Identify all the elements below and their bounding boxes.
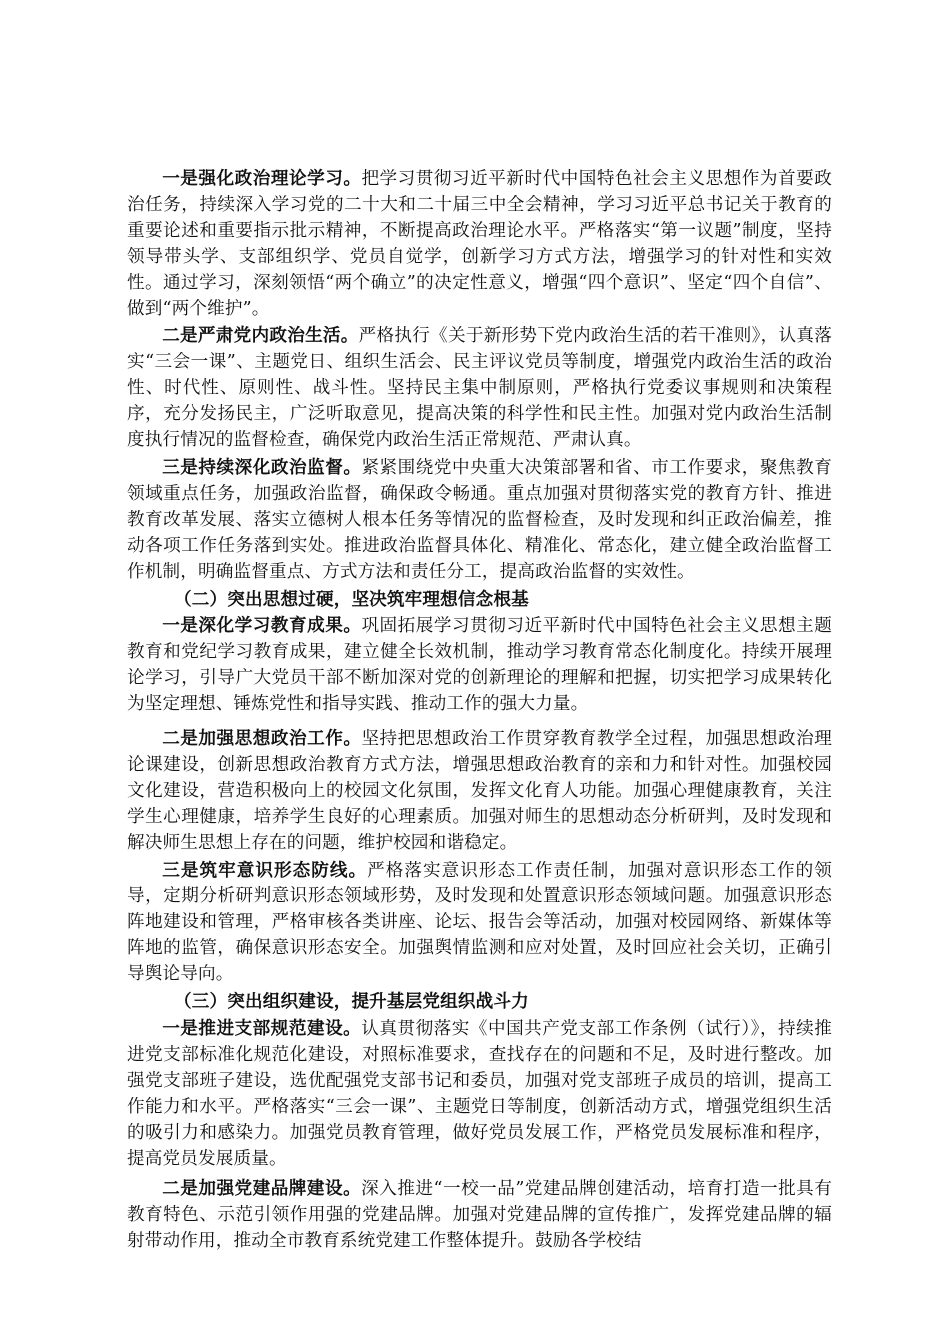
paragraph-body: 巩固拓展学习贯彻习近平新时代中国特色社会主义思想主题教育和党纪学习教育成果，建立健全长效机制，推动学习教育常态化制度化。持续开展理论学习，引导广大党员干部不断加深对党的创新理论的理解和把握，切实把学习成果转化为坚定理想、锤炼党性和指导实践、推动工作的强大力量。 — [127, 616, 833, 715]
paragraph-body: 坚持把思想政治工作贯穿教育教学全过程，加强思想政治理论课建设，创新思想政治教育方式方法，增强思想政治教育的亲和力和针对性。加强校园文化建设，营造积极向上的校园文化氛围，发挥文化育人功能。加强心理健康教育，关注学生心理健康，培养学生良好的心理素质。加强对师生的思想动态分析研判，及时发现和解决师生思想上存在的问题，维护校园和谐稳定。 — [127, 729, 833, 853]
paragraph-body: 紧紧围绕党中央重大决策部署和省、市工作要求，聚焦教育领域重点任务，加强政治监督，确保政令畅通。重点加强对贯彻落实党的教育方针、推进教育改革发展、落实立德树人根本任务等情况的监督检查，及时发现和纠正政治偏差，推动各项工作任务落到实处。推进政治监督具体化、精准化、常态化，建立健全政治监督工作机制，明确监督重点、方式方法和责任分工，提高政治监督的实效性。 — [127, 457, 833, 582]
paragraph-strengthen-political-theory-study — [127, 166, 832, 322]
paragraph-lead: 一是推进支部规范建设。 — [162, 1018, 362, 1039]
paragraph-body: 把学习贯彻习近平新时代中国特色社会主义思想作为首要政治任务，持续深入学习党的二十大和二十届三中全会精神，学习习近平总书记关于教育的重要论述和重要指示批示精神，不断提高政治理论水平。严格落实“第一议题”制度，坚持领导带头学、支部组织学、党员自觉学，创新学习方式方法，增强学习的针对性和实效性。通过学习，深刻领悟“两个确立”的决定性意义，增强“四个意识”、坚定“四个自信”、做到“两个维护”。 — [127, 169, 833, 319]
paragraph-ideological-political-work — [127, 726, 832, 857]
paragraph-body: 深入推进“一校一品”党建品牌创建活动，培育打造一批具有教育特色、示范引领作用强的党建品牌。加强对党建品牌的宣传推广，发挥党建品牌的辐射带动作用，推动全市教育系统党建工作整体提升。鼓励各学校结 — [127, 1179, 832, 1252]
paragraph-lead: 一是强化政治理论学习。 — [162, 168, 362, 189]
paragraph-body: 严格执行《关于新形势下党内政治生活的若干准则》，认真落实“三会一课”、主题党日、组织生活会、民主评议党员等制度，增强党内政治生活的政治性、时代性、原则性、战斗性。坚持民主集中制原则，严格执行党委议事规则和决策程序，充分发扬民主，广泛听取意见，提高决策的科学性和民主性。加强对党内政治生活制度执行情况的监督检查，确保党内政治生活正常规范、严肃认真。 — [127, 326, 832, 451]
document-page — [127, 166, 832, 1255]
paragraph-body: 认真贯彻落实《中国共产党支部工作条例（试行）》，持续推进党支部标准化规范化建设，对照标准要求，查找存在的问题和不足，及时进行整改。加强党支部班子建设，选优配强党支部书记和委员，加强对党支部班子成员的培训，提高工作能力和水平。严格落实“三会一课”、主题党日等制度，创新活动方式，增强党组织生活的吸引力和感染力。加强党员教育管理，做好党员发展工作，严格党员发展标准和程序，提高党员发展质量。 — [127, 1019, 832, 1169]
paragraph-lead: 三是持续深化政治监督。 — [162, 456, 362, 478]
paragraph-lead: 二是加强思想政治工作。 — [162, 728, 362, 750]
paragraph-lead: 一是深化学习教育成果。 — [162, 615, 362, 637]
paragraph-lead: 二是严肃党内政治生活。 — [162, 325, 359, 347]
paragraph-branch-standardization — [127, 1016, 832, 1172]
section-heading-organization: （三）突出组织建设，提升基层党组织战斗力 — [174, 991, 529, 1013]
paragraph-strict-party-political-life — [127, 323, 832, 454]
section-heading-ideology: （二）突出思想过硬，坚决筑牢理想信念根基 — [174, 588, 529, 610]
paragraph-lead: 二是加强党建品牌建设。 — [162, 1178, 362, 1200]
paragraph-study-education-results — [127, 613, 832, 718]
paragraph-political-supervision — [127, 455, 832, 586]
paragraph-body: 严格落实意识形态工作责任制，加强对意识形态工作的领导，定期分析研判意识形态领域形势，及时发现和处置意识形态领域问题。加强意识形态阵地建设和管理，严格审核各类讲座、论坛、报告会等活动，加强对校园网络、新媒体等阵地的监管，确保意识形态安全。加强舆情监测和应对处置，及时回应社会关切，正确引导舆论导向。 — [127, 860, 832, 985]
paragraph-lead: 三是筑牢意识形态防线。 — [162, 859, 368, 881]
paragraph-ideology-defense — [127, 858, 832, 989]
paragraph-party-brand-building — [127, 1176, 832, 1255]
